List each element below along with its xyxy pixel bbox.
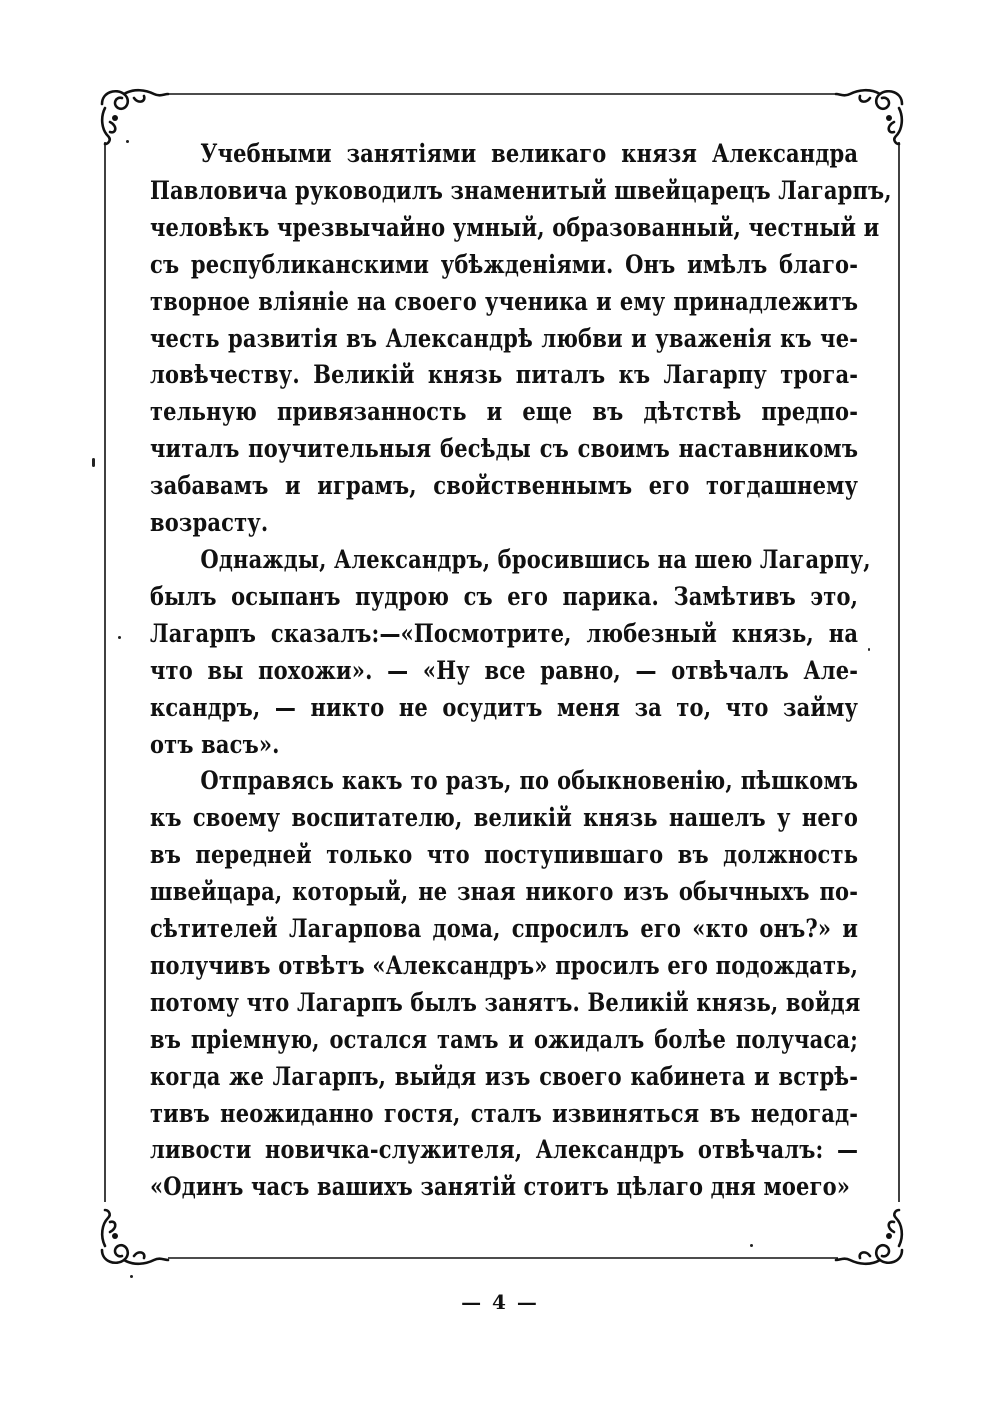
text-line: Однажды, Александръ, бросившись на шею Лагарпу, xyxy=(200,544,871,574)
text-line: получивъ отвѣтъ «Александръ» просилъ его подождать, xyxy=(150,950,859,980)
text-line: былъ осыпанъ пудрою съ его парика. Замѣтивъ это, xyxy=(150,581,859,611)
text-line: сѣтителей Лагарпова дома, спросилъ его «кто онъ?» и xyxy=(150,914,859,944)
text-line: что вы похожи». — «Ну все равно, — отвѣчалъ Але- xyxy=(150,655,859,685)
text-line: честь развитія въ Александрѣ любви и уваженія къ че- xyxy=(150,323,859,353)
text-line: Учебными занятіями великаго князя Александра xyxy=(200,139,859,168)
text-line: къ своему воспитателю, великій князь нашелъ у него xyxy=(150,803,859,833)
text-line: въ пріемную, остался тамъ и ожидалъ болѣе получаса; xyxy=(150,1024,859,1054)
paragraph-3 xyxy=(150,763,861,1206)
page-number: — 4 — xyxy=(461,1290,539,1314)
text-line: возрасту. xyxy=(150,508,269,538)
text-line: тивъ неожиданно гостя, сталъ извиняться въ недогад- xyxy=(150,1098,859,1128)
text-line: забавамъ и играмъ, свойственнымъ его тогдашнему xyxy=(150,471,859,501)
text-line: читалъ поучительныя бесѣды съ своимъ наставникомъ xyxy=(150,434,859,464)
text-line: отъ васъ». xyxy=(150,729,280,759)
text-line: ксандръ, — никто не осудитъ меня за то, что займу xyxy=(150,692,859,722)
text-line: Лагарпъ сказалъ:—«Посмотрите, любезный князь, на xyxy=(150,618,859,648)
paragraph-2 xyxy=(150,542,871,763)
text-line: творное вліяніе на своего ученика и ему принадлежитъ xyxy=(150,286,859,316)
text-line: въ передней только что поступившаго въ должность xyxy=(150,840,859,870)
text-line: съ республиканскими убѣжденіями. Онъ имѣлъ благо- xyxy=(150,249,859,279)
scan-speck xyxy=(750,1244,753,1247)
body-text xyxy=(150,136,892,1206)
text-line: тельную привязанность и еще въ дѣтствѣ предпо- xyxy=(150,397,859,427)
scan-speck xyxy=(126,140,129,143)
text-line: ливости новичка-служителя, Александръ отвѣчалъ: — xyxy=(150,1135,859,1165)
scan-speck xyxy=(868,648,870,651)
text-line: человѣкъ чрезвычайно умный, образованный, честный и xyxy=(150,212,880,242)
corner-ornament-bottom-right xyxy=(836,1210,902,1264)
text-line: швейцара, который, не зная никого изъ обычныхъ по- xyxy=(150,877,859,907)
text-line: «Одинъ часъ вашихъ занятій стоитъ цѣлаго дня моего» xyxy=(150,1172,851,1202)
text-line: Отправясь какъ то разъ, по обыкновенію, пѣшкомъ xyxy=(200,766,859,796)
text-line: ловѣчеству. Великій князь питалъ къ Лагарпу трога- xyxy=(150,360,859,390)
corner-ornament-bottom-left xyxy=(102,1210,168,1264)
text-line: Павловича руководилъ знаменитый швейцарецъ Лагарпъ, xyxy=(150,175,892,205)
scan-speck xyxy=(130,1275,133,1278)
scan-speck xyxy=(118,636,121,639)
scan-speck xyxy=(92,458,95,467)
text-line: когда же Лагарпъ, выйдя изъ своего кабинета и встрѣ- xyxy=(150,1061,859,1091)
text-line: потому что Лагарпъ былъ занятъ. Великій князь, войдя xyxy=(150,987,861,1017)
paragraph-1 xyxy=(150,136,892,542)
